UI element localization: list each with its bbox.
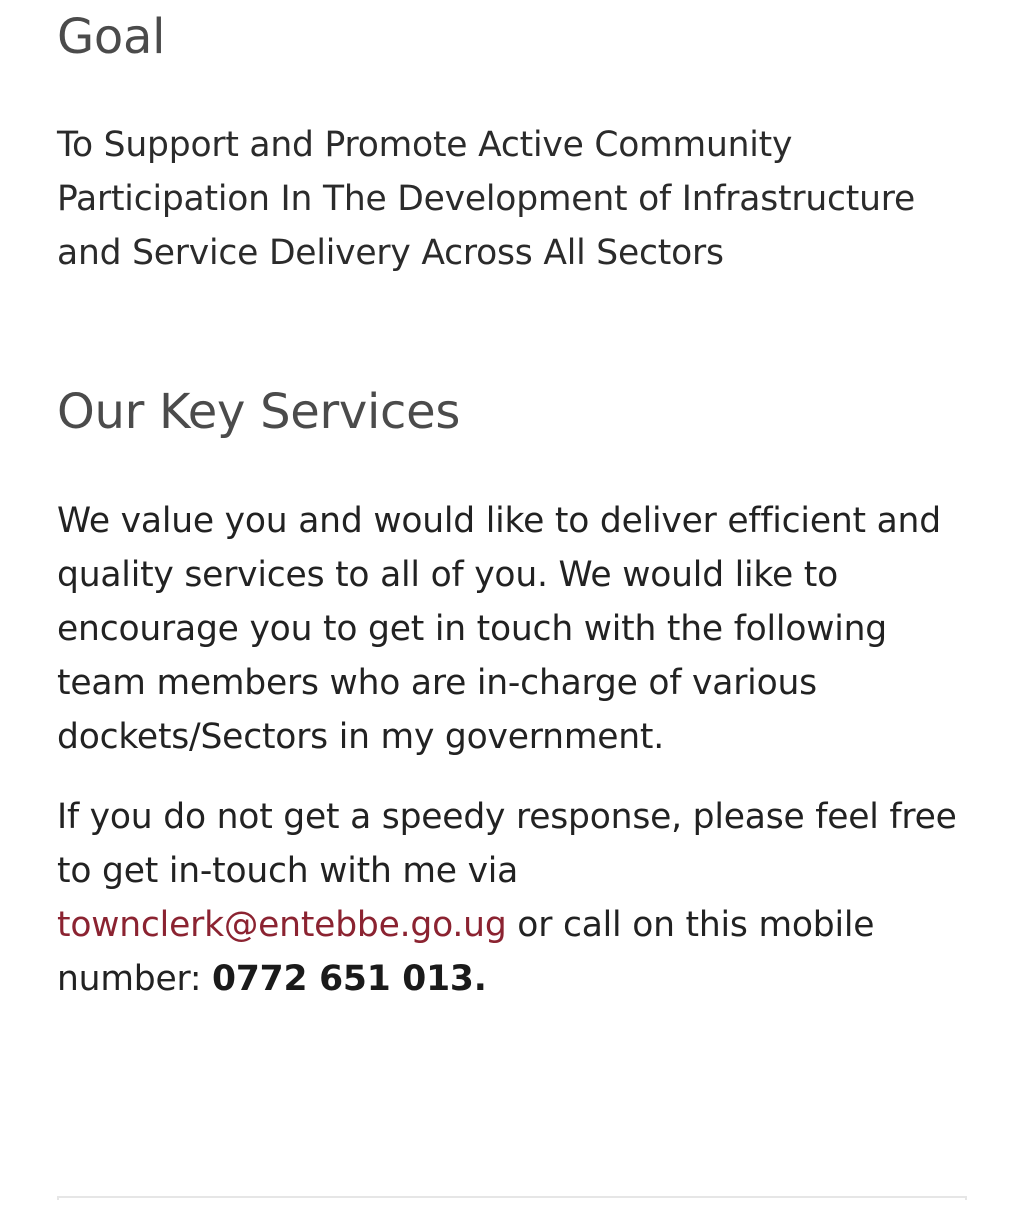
contact-text-middle: or call on this mobile number: bbox=[57, 905, 875, 999]
contact-paragraph bbox=[57, 790, 962, 1006]
phone-number: 0772 651 013. bbox=[212, 959, 487, 999]
services-intro-text: We value you and would like to deliver efficient and quality services to all of you. We would like to encourage you to get in touch with the following team members who are in-charge of various dockets/Sectors in my government. bbox=[57, 501, 941, 757]
goal-text: To Support and Promote Active Community Participation In The Development of Infrastructure and Service Delivery Across All Sectors bbox=[57, 125, 915, 273]
section-divider bbox=[57, 1196, 967, 1200]
contact-text-start: If you do not get a speedy response, please feel free to get in-touch with me via bbox=[57, 797, 957, 891]
goal-heading: Goal bbox=[57, 9, 166, 65]
email-link[interactable]: townclerk@entebbe.go.ug bbox=[57, 905, 507, 945]
services-heading: Our Key Services bbox=[57, 384, 461, 440]
